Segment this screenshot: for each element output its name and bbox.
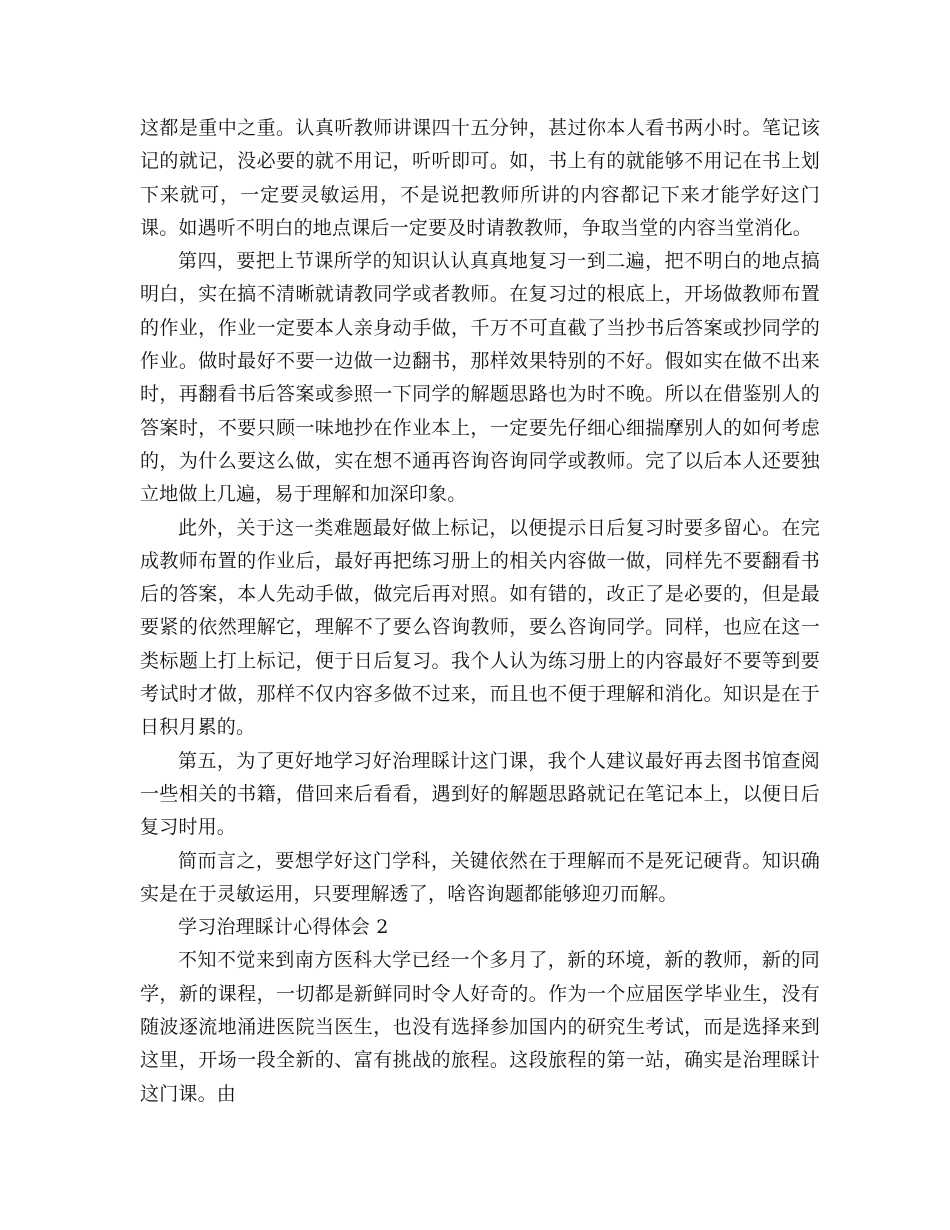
paragraph-3: 此外，关于这一类难题最好做上标记，以便提示日后复习时要多留心。在完成教师布置的作业后，最好再把练习册上的相关内容做一做，同样先不要翻看书后的答案，本人先动手做，做完后再对照。如有错的，改正了是必要的，但是最要紧的依然理解它，理解不了要么咨询教师，要么咨询同学。同样，也应在这一类标题上打上标记，便于日后复习。我个人认为练习册上的内容最好不要等到要考试时才做，那样不仅内容多做不过来，而且也不便于理解和消化。知识是在于日积月累的。: [140, 516, 820, 739]
document-body: [140, 112, 820, 1111]
paragraph-5: 简而言之，要想学好这门学科，关键依然在于理解而不是死记硬背。知识确实是在于灵敏运用，只要理解透了，啥咨询题都能够迎刃而解。: [140, 849, 820, 905]
paragraph-4: 第五，为了更好地学习好治理睬计这门课，我个人建议最好再去图书馆查阅一些相关的书籍，借回来后看看，遇到好的解题思路就记在笔记本上，以便日后复习时用。: [140, 749, 820, 839]
section-heading: 学习治理睬计心得体会 2: [178, 916, 389, 939]
paragraph-1: 这都是重中之重。认真听教师讲课四十五分钟，甚过你本人看书两小时。笔记该记的就记，没必要的就不用记，听听即可。如，书上有的就能够不用记在书上划下来就可，一定要灵敏运用，不是说把教师所讲的内容都记下来才能学好这门课。如遇听不明白的地点课后一定要及时请教教师，争取当堂的内容当堂消化。: [140, 117, 820, 239]
paragraph-6: 不知不觉来到南方医科大学已经一个多月了，新的环境，新的教师，新的同学，新的课程，一切都是新鲜同时令人好奇的。作为一个应届医学毕业生，没有随波逐流地涌进医院当医生，也没有选择参加国内的研究生考试，而是选择来到这里，开场一段全新的、富有挑战的旅程。这段旅程的第一站，确实是治理睬计这门课。由: [140, 949, 820, 1105]
paragraph-2: 第四，要把上节课所学的知识认认真真地复习一到二遍，把不明白的地点搞明白，实在搞不清晰就请教同学或者教师。在复习过的根底上，开场做教师布置的作业，作业一定要本人亲身动手做，千万不可直截了当抄书后答案或抄同学的作业。做时最好不要一边做一边翻书，那样效果特别的不好。假如实在做不出来时，再翻看书后答案或参照一下同学的解题思路也为时不晚。所以在借鉴别人的答案时，不要只顾一味地抄在作业本上，一定要先仔细心细揣摩别人的如何考虑的，为什么要这么做，实在想不通再咨询咨询同学或教师。完了以后本人还要独立地做上几遍，易于理解和加深印象。: [140, 250, 820, 506]
